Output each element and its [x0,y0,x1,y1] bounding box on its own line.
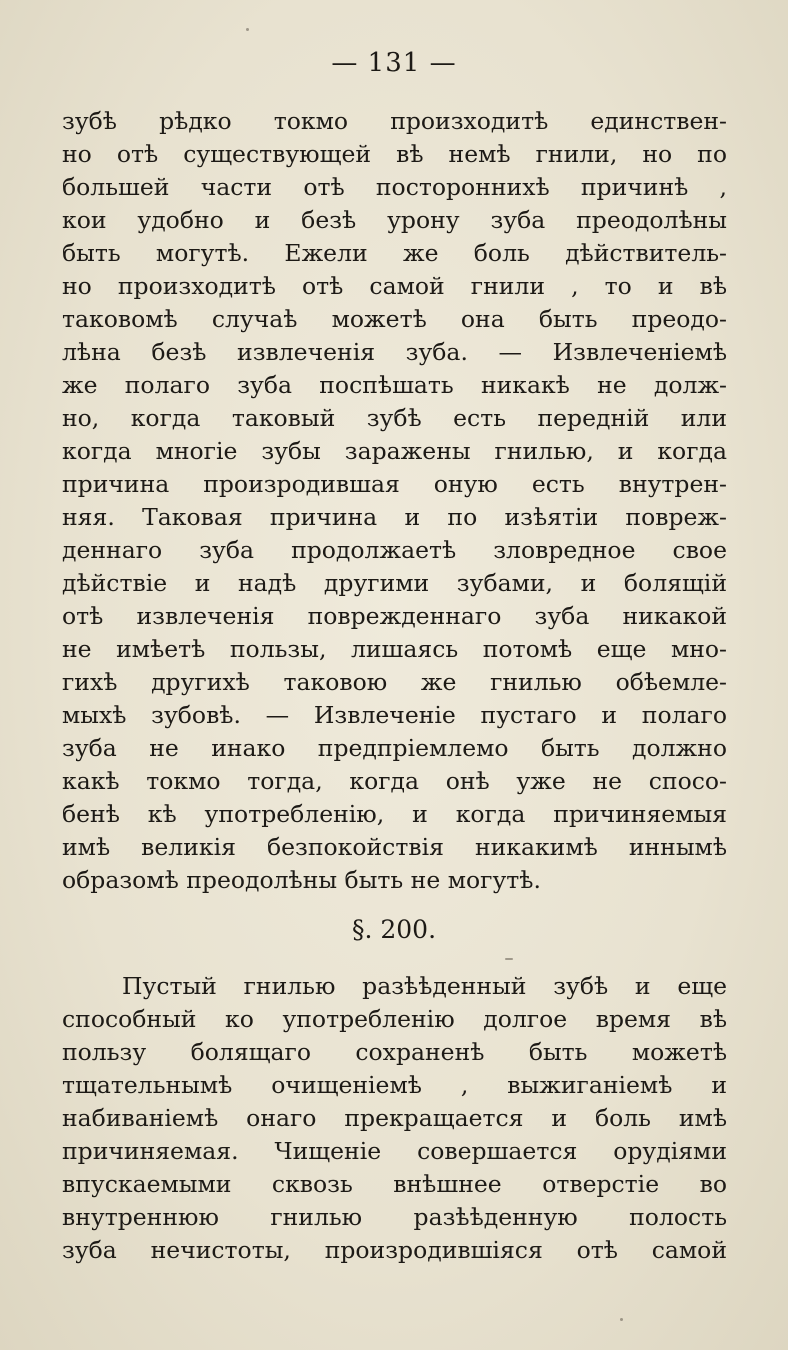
paper-speck [505,958,513,960]
text-line: но отѣ существующей вѣ немѣ гнили, но по [62,140,727,168]
text-line: бенѣ кѣ употребленію, и когда причиняемыя [62,800,727,828]
text-line: таковомѣ случаѣ можетѣ она быть преодо- [62,305,727,333]
paper-speck [246,28,249,31]
text-line: большей части отѣ постороннихѣ причинѣ , [62,173,727,201]
text-line: пользу болящаго сохраненѣ быть можетѣ [62,1038,727,1066]
text-line: впускаемыми сквозь внѣшнее отверстіе во [62,1170,727,1198]
text-line: причина произродившая оную есть внутрен- [62,470,727,498]
text-line: дѣйствіе и надѣ другими зубами, и болящій [62,569,727,597]
text-line: отѣ извлеченія поврежденнаго зуба никакой [62,602,727,630]
text-line: когда многіе зубы заражены гнилью, и когда [62,437,727,465]
text-line: зуба не инако предпріемлемо быть должно [62,734,727,762]
text-line: мыхѣ зубовѣ. — Извлеченіе пустаго и полаго [62,701,727,729]
text-line: тщательнымѣ очищеніемѣ , выжиганіемѣ и [62,1071,727,1099]
text-line: деннаго зуба продолжаетѣ зловредное свое [62,536,727,564]
text-line: не имѣетѣ пользы, лишаясь потомѣ еще мно- [62,635,727,663]
section-paragraph [62,970,727,1267]
text-line: но произходитѣ отѣ самой гнили , то и вѣ [62,272,727,300]
text-line: быть могутѣ. Ежели же боль дѣйствитель- [62,239,727,267]
page-number: — 131 — [331,48,457,78]
text-line: зубѣ рѣдко токмо произходитѣ единствен- [62,107,727,135]
text-line: набиваніемѣ онаго прекращается и боль имѣ [62,1104,727,1132]
text-line: же полаго зуба поспѣшать никакѣ не долж- [62,371,727,399]
text-line: но, когда таковый зубѣ есть передній или [62,404,727,432]
text-line: причиняемая. Чищеніе совершается орудіями [62,1137,727,1165]
paper-speck [620,1318,623,1321]
text-line: Пустый гнилью разѣѣденный зубѣ и еще [122,972,727,1000]
text-line: кои удобно и безѣ урону зуба преодолѣны [62,206,727,234]
text-line: зуба нечистоты, произродившіяся отѣ самой [62,1236,727,1264]
text-line: способный ко употребленію долгое время вѣ [62,1005,727,1033]
paragraph-continuation [62,105,727,897]
text-line: няя. Таковая причина и по изѣятіи повреж- [62,503,727,531]
text-line: лѣна безѣ извлеченія зуба. — Извлеченіемѣ [62,338,727,366]
text-line: внутреннюю гнилью разѣѣденную полость [62,1203,727,1231]
text-line: какѣ токмо тогда, когда онѣ уже не спосо- [62,767,727,795]
text-line: гихѣ другихѣ таковою же гнилью обѣемле- [62,668,727,696]
section-heading: §. 200. [351,915,437,944]
text-line: имѣ великія безпокойствія никакимѣ иннымѣ [62,833,727,861]
text-line: образомѣ преодолѣны быть не могутѣ. [62,866,541,894]
